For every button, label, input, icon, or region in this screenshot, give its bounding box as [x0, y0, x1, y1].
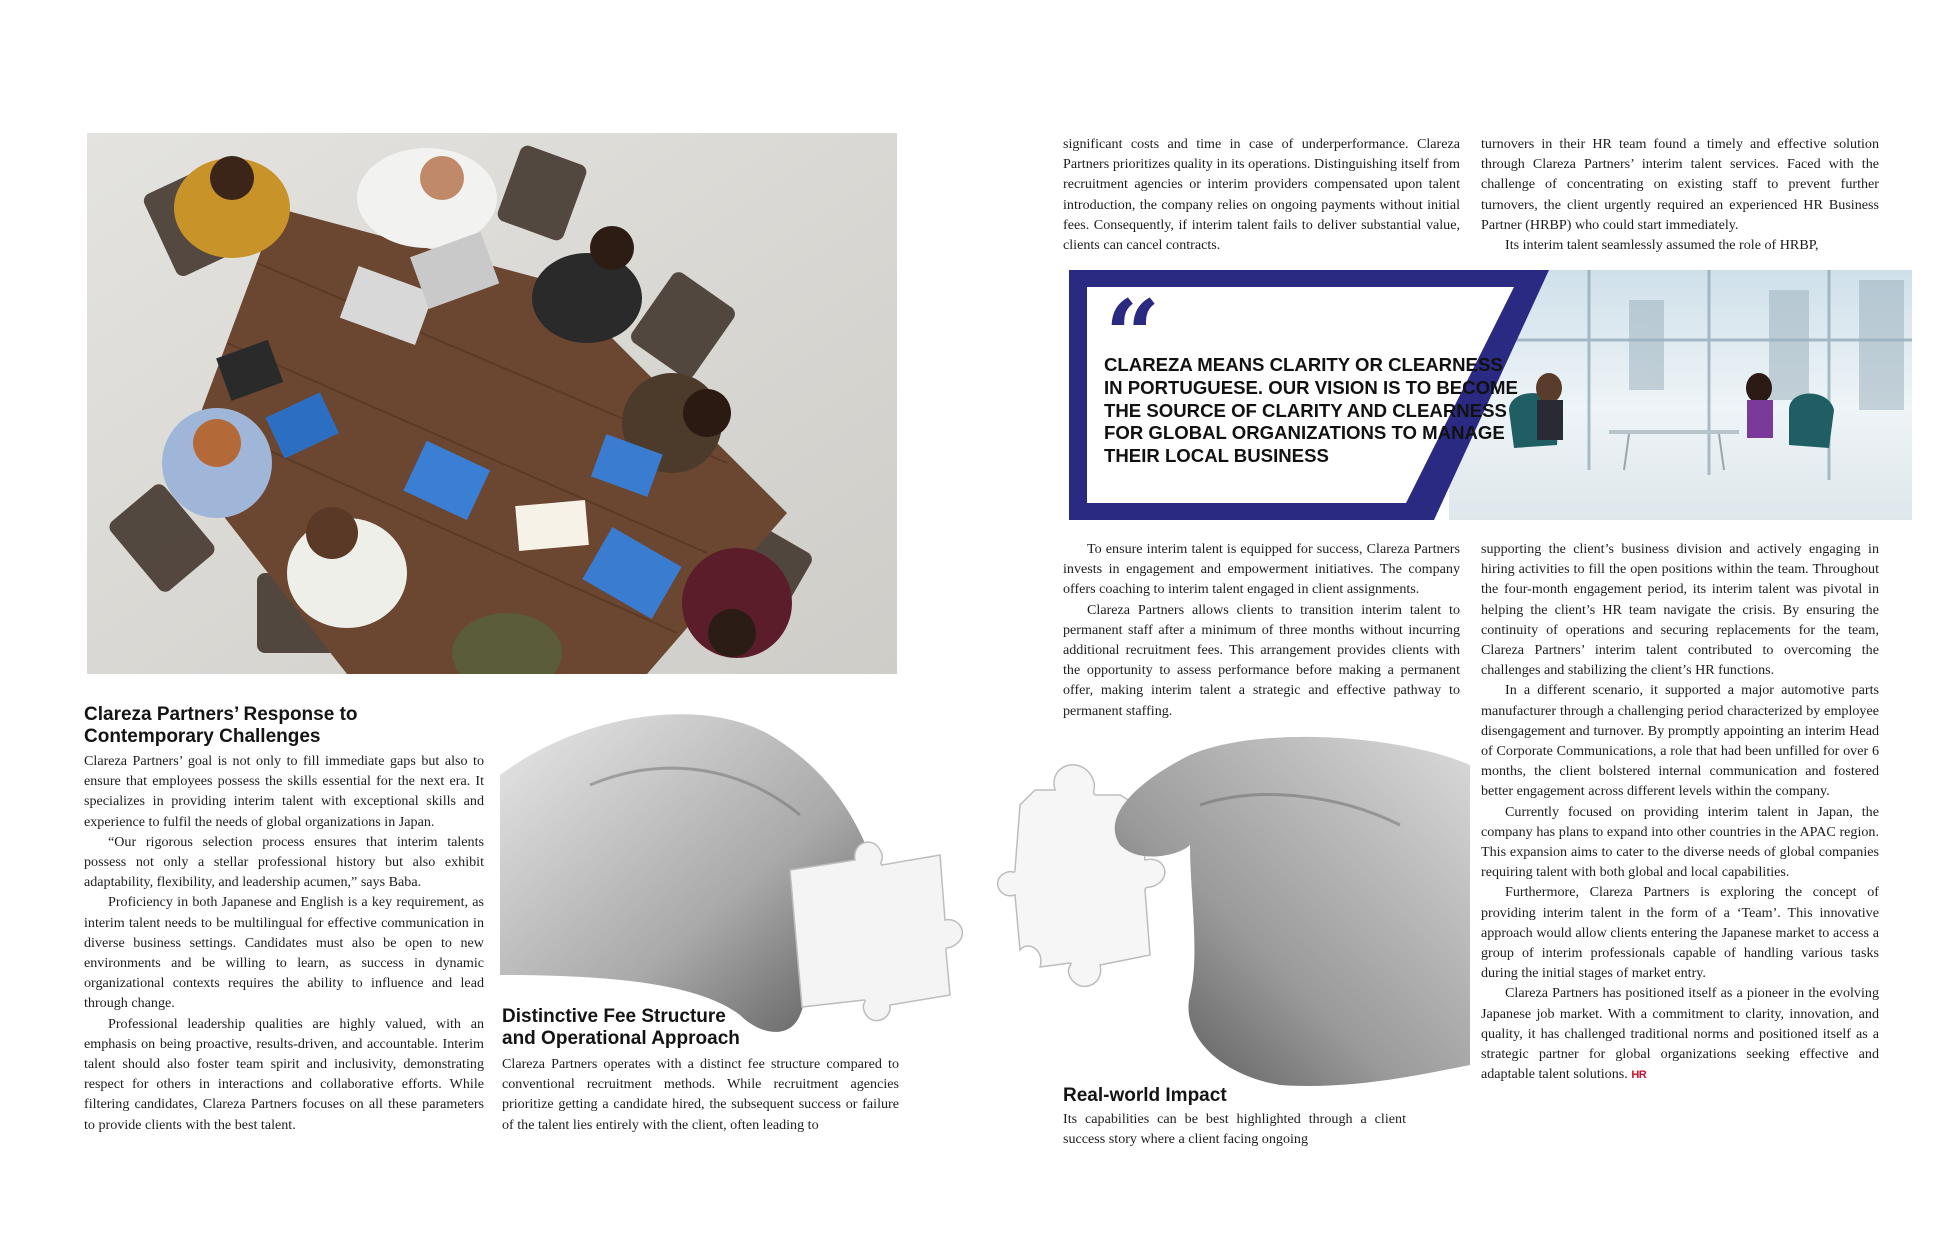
meeting-illustration	[87, 133, 897, 674]
hr-end-mark: HR	[1631, 1069, 1647, 1082]
paragraph	[1481, 983, 1879, 1085]
pull-quote-banner	[1069, 270, 1912, 520]
middle-top-column	[1063, 134, 1460, 255]
paragraph-text: Clareza Partners has positioned itself as a pioneer in the evolving Japanese job market. With a commitment to clarity, innovation, and quality, it has challenged traditional norms and positioned itself as a strategic partner for global organizations seeking effective and adaptable talent solutions.	[1481, 985, 1879, 1083]
left-column-body	[84, 751, 484, 1135]
paragraph: Its capabilities can be best highlighted through a client success story where a client facing ongoing	[1063, 1111, 1406, 1148]
paragraph: “Our rigorous selection process ensures that interim talents possess not only a stellar professional history but also exhibit adaptability, flexibility, and leadership acumen,” says Baba.	[84, 833, 484, 891]
paragraph: To ensure interim talent is equipped for success, Clareza Partners invests in engagement and empowerment initiatives. The company offers coaching to interim talent engaged in client assignments.	[1063, 541, 1460, 598]
paragraph: Proficiency in both Japanese and English is a key requirement, as interim talent needs to be multilingual for effective communication in diverse business settings. Candidates must also be open to new environments and be willing to learn, as success in dynamic organizational contexts requires the ability to influence and lead through change.	[84, 894, 484, 1012]
paragraph: Furthermore, Clareza Partners is exploring the concept of providing interim talent in the form of a ‘Team’. This innovative approach would allow clients entering the Japanese market to access a group of interim professionals capable of handling various tasks during the initial stages of market entry.	[1481, 884, 1879, 982]
paragraph: Clareza Partners’ goal is not only to fill immediate gaps but also to ensure that employees possess the skills essential for the next era. It specializes in providing interim talent with exceptional skills and experience to fulfil the needs of global organizations in Japan.	[84, 753, 484, 830]
paragraph: Currently focused on providing interim talent in Japan, the company has plans to expand into other countries in the APAC region. This expansion aims to cater to the diverse needs of global companies requiring talent with both global and local capabilities.	[1481, 803, 1879, 881]
meeting-photo	[87, 133, 897, 674]
right-top-column	[1481, 134, 1879, 255]
paragraph: supporting the client’s business division and actively engaging in hiring activities to fill the open positions within the team. Throughout the four-month engagement period, its interim talent was pivotal in helping the client’s HR team navigate the crisis. By ensuring the continuity of operations and securing replacements for the team, Clareza Partners’ interim talent contributed to overcoming the challenges and stabilizing the client’s HR functions.	[1481, 541, 1879, 679]
left-column	[84, 704, 484, 1135]
fee-section-body	[502, 1054, 899, 1135]
right-bottom-column	[1481, 539, 1879, 1085]
paragraph: Clareza Partners allows clients to transition interim talent to permanent staff after a minimum of three months without incurring additional recruitment fees. This arrangement provides clients with the opportunity to assess performance before making a permanent offer, making interim talent a strategic and effective pathway to permanent staffing.	[1063, 601, 1460, 719]
section-heading-fee: Distinctive Fee Structure and Operational Approach	[502, 1006, 740, 1049]
paragraph: Its interim talent seamlessly assumed the role of HRBP,	[1505, 237, 1819, 254]
pull-quote-text: CLAREZA MEANS CLARITY OR CLEARNESS IN PORTUGUESE. OUR VISION IS TO BECOME THE SOURCE OF CLARITY AND CLEARNESS FOR GLOBAL ORGANIZATIONS TO MANAGE THEIR LOCAL BUSINESS	[1104, 354, 1518, 467]
paragraph: Clareza Partners operates with a distinct fee structure compared to conventional recruitment methods. While recruitment agencies prioritize getting a candidate hired, the subsequent success or failure of the talent lies entirely with the client, often leading to	[502, 1056, 899, 1133]
paragraph: Professional leadership qualities are highly valued, with an emphasis on being proactive, results-driven, and accountable. Interim talent should also foster team spirit and inclusivity, demonstrating respect for others in interactions and collaborative efforts. While filtering candidates, Clareza Partners focuses on all these parameters to provide clients with the best talent.	[84, 1015, 484, 1133]
section-heading-impact: Real-world Impact	[1063, 1085, 1227, 1106]
impact-section-body	[1063, 1109, 1406, 1149]
impact-section	[1063, 1085, 1406, 1149]
section-heading-response: Clareza Partners’ Response to Contemporary Challenges	[84, 704, 358, 747]
paragraph: turnovers in their HR team found a timely and effective solution through Clareza Partners’ interim talent services. Faced with the challenge of concentrating on existing staff to prevent further turnovers, the client urgently required an experienced HR Business Partner (HRBP) who could start immediately.	[1481, 136, 1879, 233]
middle-bottom-column	[1063, 539, 1460, 721]
paragraph: significant costs and time in case of underperformance. Clareza Partners prioritizes quality in its operations. Distinguishing itself from recruitment agencies or interim providers compensated upon talent introduction, the company relies on ongoing payments without initial fees. Consequently, if interim talent fails to deliver substantial value, clients can cancel contracts.	[1063, 136, 1460, 254]
fee-section	[502, 1006, 899, 1135]
quote-mark-icon: “	[1105, 279, 1161, 392]
paragraph: In a different scenario, it supported a major automotive parts manufacturer through a challenging period characterized by employee disengagement and turnover. By promptly appointing an interim Head of Corporate Communications, a role that had been unfilled for over 6 months, the client bolstered internal communication and fostered better engagement across different levels within the company.	[1481, 682, 1879, 800]
